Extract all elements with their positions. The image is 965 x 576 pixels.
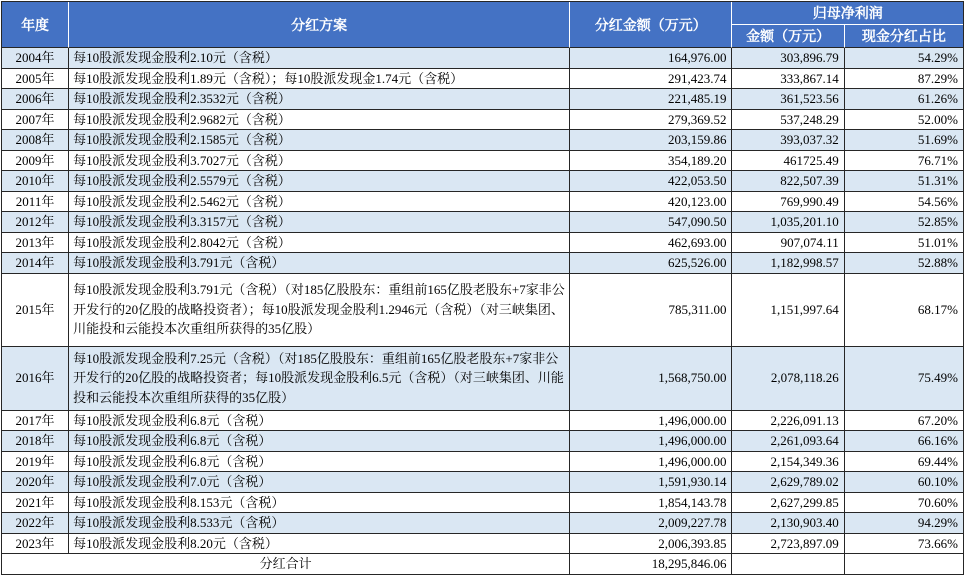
cell-profit: 1,182,998.57	[732, 253, 844, 274]
table-header	[2, 2, 963, 48]
cell-year: 2008年	[2, 130, 69, 151]
row-2009	[2, 151, 963, 172]
cell-dividend: 547,090.50	[570, 212, 732, 233]
cell-profit: 2,226,091.13	[732, 411, 844, 432]
row-2022	[2, 513, 963, 534]
cell-profit: 769,990.49	[732, 192, 844, 213]
cell-plan: 每10股派发现金股利3.3157元（含税）	[69, 212, 570, 233]
cell-ratio: 51.31%	[845, 171, 963, 192]
cell-profit: 907,074.11	[732, 233, 844, 254]
row-total	[2, 554, 963, 574]
cell-profit: 822,507.39	[732, 171, 844, 192]
cell-dividend: 1,854,143.78	[570, 493, 732, 514]
cell-plan: 每10股派发现金股利1.89元（含税）；每10股派发现金1.74元（含税）	[69, 69, 570, 90]
cell-dividend: 279,369.52	[570, 110, 732, 131]
cell-year: 2009年	[2, 151, 69, 172]
row-2018	[2, 431, 963, 452]
cell-year: 2014年	[2, 253, 69, 274]
cell-ratio: 61.26%	[845, 89, 963, 110]
row-2014	[2, 253, 963, 274]
cell-plan: 每10股派发现金股利2.8042元（含税）	[69, 233, 570, 254]
cell-ratio: 69.44%	[845, 452, 963, 473]
cell-plan: 每10股派发现金股利2.1585元（含税）	[69, 130, 570, 151]
cell-profit: 461725.49	[732, 151, 844, 172]
cell-profit: 333,867.14	[732, 69, 844, 90]
cell-profit: 303,896.79	[732, 48, 844, 69]
cell-profit: 537,248.29	[732, 110, 844, 131]
cell-plan: 每10股派发现金股利2.10元（含税）	[69, 48, 570, 69]
row-2010	[2, 171, 963, 192]
cell-year: 2007年	[2, 110, 69, 131]
cell-year: 2016年	[2, 347, 69, 411]
cell-dividend: 2,006,393.85	[570, 534, 732, 555]
cell-dividend: 785,311.00	[570, 274, 732, 347]
cell-ratio: 70.60%	[845, 493, 963, 514]
cell-profit: 361,523.56	[732, 89, 844, 110]
row-2005	[2, 69, 963, 90]
cell-dividend: 203,159.86	[570, 130, 732, 151]
cell-dividend: 1,568,750.00	[570, 347, 732, 411]
cell-dividend: 420,123.00	[570, 192, 732, 213]
cell-profit: 393,037.32	[732, 130, 844, 151]
cell-plan: 每10股派发现金股利3.7027元（含税）	[69, 151, 570, 172]
cell-ratio: 94.29%	[845, 513, 963, 534]
cell-dividend: 164,976.00	[570, 48, 732, 69]
row-2004	[2, 48, 963, 69]
dividend-history-table	[1, 1, 964, 575]
cell-year: 2015年	[2, 274, 69, 347]
cell-dividend: 1,496,000.00	[570, 411, 732, 432]
cell-profit: 2,154,349.36	[732, 452, 844, 473]
row-2020	[2, 472, 963, 493]
cell-ratio: 68.17%	[845, 274, 963, 347]
cell-year: 2012年	[2, 212, 69, 233]
cell-dividend: 422,053.50	[570, 171, 732, 192]
cell-plan: 每10股派发现金股利7.0元（含税）	[69, 472, 570, 493]
cell-ratio: 66.16%	[845, 431, 963, 452]
cell-dividend: 462,693.00	[570, 233, 732, 254]
cell-dividend: 221,485.19	[570, 89, 732, 110]
cell-dividend: 625,526.00	[570, 253, 732, 274]
header-row-1	[2, 2, 963, 25]
cell-ratio: 54.29%	[845, 48, 963, 69]
cell-ratio: 52.00%	[845, 110, 963, 131]
cell-year: 2023年	[2, 534, 69, 555]
cell-profit: 1,035,201.10	[732, 212, 844, 233]
cell-ratio: 76.71%	[845, 151, 963, 172]
cell-ratio: 60.10%	[845, 472, 963, 493]
row-2016	[2, 347, 963, 411]
cell-year: 2019年	[2, 452, 69, 473]
cell-year: 2010年	[2, 171, 69, 192]
row-2013	[2, 233, 963, 254]
cell-dividend: 2,009,227.78	[570, 513, 732, 534]
cell-total-label: 分红合计	[2, 554, 570, 574]
cell-ratio: 75.49%	[845, 347, 963, 411]
cell-profit: 2,078,118.26	[732, 347, 844, 411]
cell-year: 2011年	[2, 192, 69, 213]
header-year: 年度	[2, 2, 69, 48]
cell-profit: 1,151,997.64	[732, 274, 844, 347]
cell-profit: 2,130,903.40	[732, 513, 844, 534]
header-net-profit-group: 归母净利润	[732, 2, 963, 25]
cell-year: 2018年	[2, 431, 69, 452]
cell-dividend: 1,496,000.00	[570, 452, 732, 473]
cell-total-dividend: 18,295,846.06	[570, 554, 732, 574]
row-2006	[2, 89, 963, 110]
cell-dividend: 354,189.20	[570, 151, 732, 172]
cell-year: 2004年	[2, 48, 69, 69]
row-2008	[2, 130, 963, 151]
cell-dividend: 1,496,000.00	[570, 431, 732, 452]
cell-total-ratio	[845, 554, 963, 574]
cell-ratio: 51.01%	[845, 233, 963, 254]
cell-profit: 2,629,789.02	[732, 472, 844, 493]
table-body	[2, 48, 963, 574]
cell-plan: 每10股派发现金股利8.20元（含税）	[69, 534, 570, 555]
row-2007	[2, 110, 963, 131]
row-2023	[2, 534, 963, 555]
header-payout-ratio: 现金分红占比	[845, 25, 963, 48]
header-plan: 分红方案	[69, 2, 570, 48]
cell-plan: 每10股派发现金股利6.8元（含税）	[69, 452, 570, 473]
cell-profit: 2,723,897.09	[732, 534, 844, 555]
cell-dividend: 291,423.74	[570, 69, 732, 90]
cell-plan: 每10股派发现金股利8.153元（含税）	[69, 493, 570, 514]
cell-year: 2017年	[2, 411, 69, 432]
row-2011	[2, 192, 963, 213]
cell-profit: 2,261,093.64	[732, 431, 844, 452]
cell-ratio: 52.88%	[845, 253, 963, 274]
cell-plan: 每10股派发现金股利3.791元（含税）	[69, 253, 570, 274]
cell-profit: 2,627,299.85	[732, 493, 844, 514]
cell-year: 2022年	[2, 513, 69, 534]
cell-ratio: 54.56%	[845, 192, 963, 213]
cell-plan: 每10股派发现金股利8.533元（含税）	[69, 513, 570, 534]
cell-plan: 每10股派发现金股利6.8元（含税）	[69, 431, 570, 452]
cell-ratio: 73.66%	[845, 534, 963, 555]
cell-year: 2005年	[2, 69, 69, 90]
cell-plan: 每10股派发现金股利7.25元（含税）（对185亿股股东：重组前165亿股老股东+7家非公开发行的20亿股的战略投资者；每10股派发现金股利6.5元（含税）（对三峡集团、川能投和云能投本次重组所获得的35亿股）	[69, 347, 570, 411]
cell-plan: 每10股派发现金股利2.5462元（含税）	[69, 192, 570, 213]
cell-plan: 每10股派发现金股利2.5579元（含税）	[69, 171, 570, 192]
cell-plan: 每10股派发现金股利2.3532元（含税）	[69, 89, 570, 110]
cell-total-profit	[732, 554, 844, 574]
cell-year: 2020年	[2, 472, 69, 493]
row-2017	[2, 411, 963, 432]
row-2019	[2, 452, 963, 473]
cell-ratio: 67.20%	[845, 411, 963, 432]
header-dividend-amount: 分红金额（万元）	[570, 2, 732, 48]
cell-year: 2013年	[2, 233, 69, 254]
cell-plan: 每10股派发现金股利2.9682元（含税）	[69, 110, 570, 131]
cell-plan: 每10股派发现金股利6.8元（含税）	[69, 411, 570, 432]
row-2015	[2, 274, 963, 347]
cell-ratio: 87.29%	[845, 69, 963, 90]
row-2012	[2, 212, 963, 233]
header-profit-amount: 金额（万元）	[732, 25, 844, 48]
row-2021	[2, 493, 963, 514]
cell-dividend: 1,591,930.14	[570, 472, 732, 493]
cell-year: 2006年	[2, 89, 69, 110]
cell-ratio: 52.85%	[845, 212, 963, 233]
cell-ratio: 51.69%	[845, 130, 963, 151]
cell-year: 2021年	[2, 493, 69, 514]
cell-plan: 每10股派发现金股利3.791元（含税）（对185亿股股东：重组前165亿股老股东+7家非公开发行的20亿股的战略投资者）；每10股派发现金股利1.2946元（含税）（对三峡集团、川能投和云能投本次重组所获得的35亿股）	[69, 274, 570, 347]
